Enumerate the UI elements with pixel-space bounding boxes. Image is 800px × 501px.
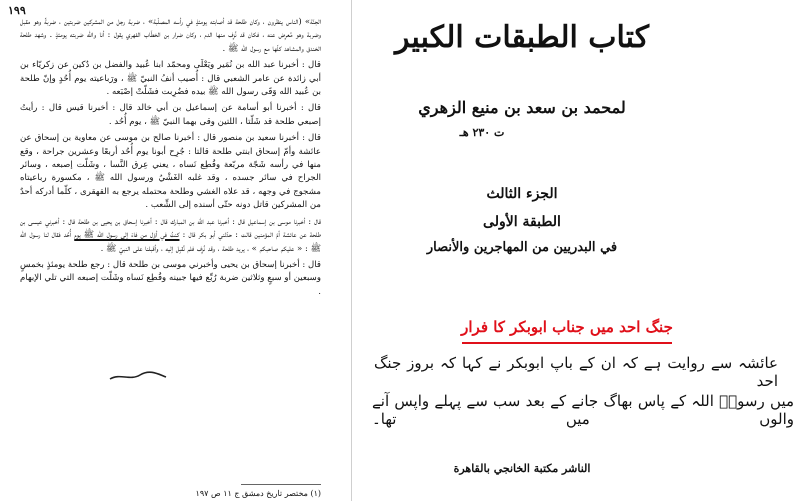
urdu-heading-underline (462, 342, 672, 344)
page-number: ١٩٩ (8, 4, 26, 17)
paragraph-5-text: قال : أخبرنا موسى بن إسماعيل قال : أخبرنا عبد الله بن المبارك قال : أخبرنا إسحاق بن يحيى بن طلحة قال : أخبرني عيسى بن طلحة عن عائشة أمّ المؤمنين قالت : حدّثني أبو بكر قال : (20, 216, 321, 241)
paragraph-1: الجنّة» (الناس ينظرون ، وكان طلحة قد أصابته يومئذٍ في رأسه المصلّبة» ، ضربة رجل من المشركين ضربتين ، ضربةً وهو مقبل وضربة وهو مُعرِض عنه ، فكان قد نُزِف منها الدم ، وكان ضرار بن الخطّاب الفهري يقول : أنا والله ضربته يومئذٍ . وشهد طلحة الخندق والمشاهد كلّها مع رسول الله ﷺ . (20, 17, 321, 54)
paragraph-4: قال : أخبرنا سعيد بن منصور قال : أخبرنا صالح بن موسى عن معاوية بن إسحاق عن عائشة وأمّ إسحاق ابنتي طلحة قالتا : جُرِح أبونا يوم أُحُد أربعًا وعشرين جراحة ، وقع منها في رأسه شَجّة مربّعة وقُطِع نَساه ، يعني عِرق النَّسا ، وشَلّت إصبعه ، وسائر الجراح في سائر جسده ، وقد غلبه الغَشْيُ ورسول الله ﷺ ، مكسورة رباعيتاه مشجوج في وجهه ، قد علاه الغشي وطلحة محتمله يرجع به القهقرى ، كلّما أدركه أحدٌ من المشركين قاتل دونه حتّى أسنده إلى الشِّعب . (20, 133, 321, 211)
paragraph-5-continued: أُحُد فقال لنا رسول الله ﷺ : « عليكم صاحبكم » ، يريد طلحة ، وقد نُزِف فلم نُقبِل إليه ، وأقبلنا على النبيّ ﷺ . (20, 230, 321, 254)
book-title: كتاب الطبقات الكبير (394, 20, 649, 55)
paragraph-5 (20, 216, 321, 256)
paragraph-2: قال : أخبرنا عبد الله بن نُمَير ويَعْلَى ومحمّد ابنا عُبيد والفضل بن دُكين عن زكريّاء بن أبي زائدة عن عامر الشعبي قال : أُصيب أنفُ النبيّ ﷺ ، ورَباعيته يوم أُحُدٍ وإنّ طلحة بن عُبيد الله وَقَى رسول الله ﷺ بيده فضُرِبت فشَلّتْ إصْبَعه . (20, 60, 321, 98)
tabaqa-label: الطبقة الأولى (483, 214, 561, 230)
arabic-text-block (20, 16, 321, 483)
publisher: الناشر مكتبة الخانجي بالقاهرة (453, 462, 591, 475)
urdu-heading: جنگ احد میں جناب ابوبکر کا فرار (461, 318, 673, 336)
footnote-rule (241, 484, 321, 485)
paragraph-6: قال : أخبرنا إسحاق بن يحيى وأخبرني موسى بن طلحة قال : رجع طلحة يومئذٍ بخمسٍ وسبعين أو سبعٍ وثلاثين ضربة رُبِّع فيها جبينه وقُطِع نَساه وشَلّت إصبعه التي تلي الإبهام . (20, 259, 321, 297)
left-page (0, 0, 352, 501)
urdu-text-line-2: میں رسولؐ اللہ کے پاس بھاگ جانے کے بعد سب سے پہلے واپس آنے والوں میں تھا۔ (372, 392, 794, 428)
paragraph-3: قال : أخبرنا أبو أسامة عن إسماعيل بن أبي خالد قال : أخبرنا قيس قال : رأيتُ إصبعي طلحة قد شَلّتا ، اللتين وقى بهما النبيّ ﷺ ، يوم أُحُد . (20, 103, 321, 127)
pen-annotation-mark (108, 370, 168, 382)
urdu-text-line-1: عائشہ سے روایت ہے کہ ان کے باپ ابوبکر نے کہا کہ بروز جنگ احد (374, 354, 778, 390)
death-date: ت ٢٣٠ هـ (459, 126, 505, 139)
footnote: (١) مختصر تاريخ دمشق ج ١١ ص ١٩٧ (195, 489, 321, 498)
volume-subject: في البدريين من المهاجرين والأنصار (426, 240, 618, 255)
right-page (352, 0, 800, 501)
volume-part: الجزء الثالث (486, 186, 558, 202)
author-name: لمحمد بن سعد بن منيع الزهري (418, 98, 626, 117)
highlighted-sentence: كنتُ في أوّل من فاءَ إلى رسول الله ﷺ يوم (74, 230, 180, 241)
